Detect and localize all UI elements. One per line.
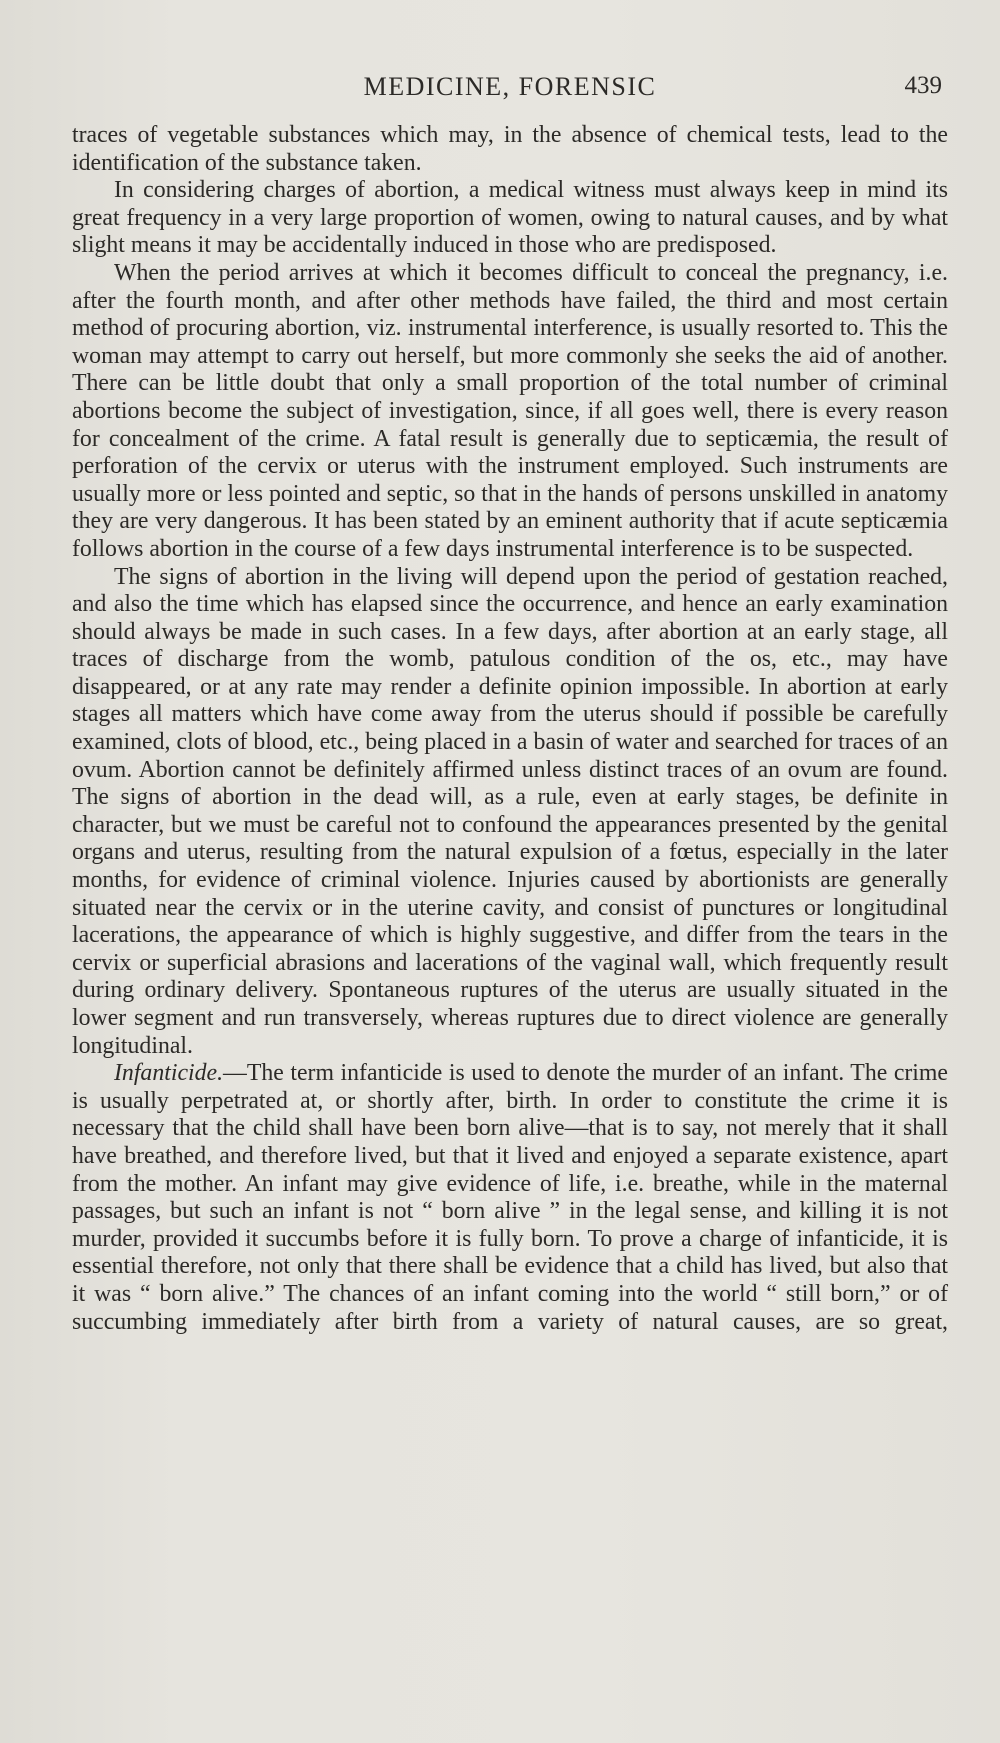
paragraph-infanticide-text: —The term infanticide is used to denote the murder of an infant. The crime is usually perpetrated at, or shortly after, birth. In order to constitute the crime it is necessary that the child shall have been born alive—that is to say, not merely that it shall have breathed, and therefore lived, but that it lived and enjoyed a separate existence, apart from the mother. An infant may give evidence of life, i.e. breathe, while in the maternal passages, but such an infant is not “ born alive ” in the legal sense, and killing it is not murder, provided it succumbs before it is fully born. To prove a charge of infanticide, it is essential therefore, not only that there shall be evidence that a child has lived, but also that it was “ born alive.” The chances of an infant coming into the world “ still born,” or of succumbing immediately after birth from a variety of natural causes, are so great, [72, 1060, 948, 1335]
section-heading-infanticide: Infanticide. [114, 1060, 224, 1087]
running-title: MEDICINE, FORENSIC [363, 72, 657, 101]
paragraph-instrumental-interference: When the period arrives at which it becomes difficult to conceal the pregnancy, i.e. after the fourth month, and after other methods have failed, the third and most certain method of procuring abortion, viz. instrumental interference, is usually resorted to. This the woman may attempt to carry out herself, but more commonly she seeks the aid of another. There can be little doubt that only a small proportion of the total number of criminal abortions become the subject of investigation, since, if all goes well, there is every reason for concealment of the crime. A fatal result is generally due to septicæmia, the result of perforation of the cervix or uterus with the instrument employed. Such instruments are usually more or less pointed and septic, so that in the hands of persons unskilled in anatomy they are very dangerous. It has been stated by an eminent authority that if acute septicæmia follows abortion in the course of a few days instrumental interference is to be suspected. [72, 259, 948, 562]
running-head [72, 72, 948, 112]
paragraph-infanticide [72, 1060, 948, 1364]
paragraph-signs-of-abortion: The signs of abortion in the living will depend upon the period of gestation reached, and also the time which has elapsed since the occurrence, and hence an early examination should always be made in such cases. In a few days, after abortion at an early stage, all traces of discharge from the womb, patulous condition of the os, etc., may have disappeared, or at any rate may render a definite opinion impossible. In abortion at early stages all matters which have come away from the uterus should if possible be carefully examined, clots of blood, etc., being placed in a basin of water and searched for traces of an ovum. Abortion cannot be definitely affirmed unless distinct traces of an ovum are found. The signs of abortion in the dead will, as a rule, even at early stages, be definite in character, but we must be careful not to confound the appearances presented by the genital organs and uterus, resulting from the natural expulsion of a fœtus, especially in the later months, for evidence of criminal violence. Injuries caused by abortionists are generally situated near the cervix or in the uterine cavity, and consist of punctures or longitudinal lacerations, the appearance of which is highly suggestive, and differ from the tears in the cervix or superficial abrasions and lacerations of the vaginal wall, which frequently result during ordinary delivery. Spontaneous ruptures of the uterus are usually situated in the lower segment and run transversely, whereas ruptures due to direct violence are generally longitudinal. [72, 563, 948, 1059]
paragraph-continuation: traces of vegetable substances which may, in the absence of chemical tests, lead to the identification of the substance taken. [72, 122, 948, 176]
page-number: 439 [904, 72, 942, 99]
body-text [72, 122, 948, 1364]
paragraph-abortion-charges: In considering charges of abortion, a medical witness must always keep in mind its great frequency in a very large proportion of women, owing to natural causes, and by what slight means it may be accidentally induced in those who are predisposed. [72, 177, 948, 259]
